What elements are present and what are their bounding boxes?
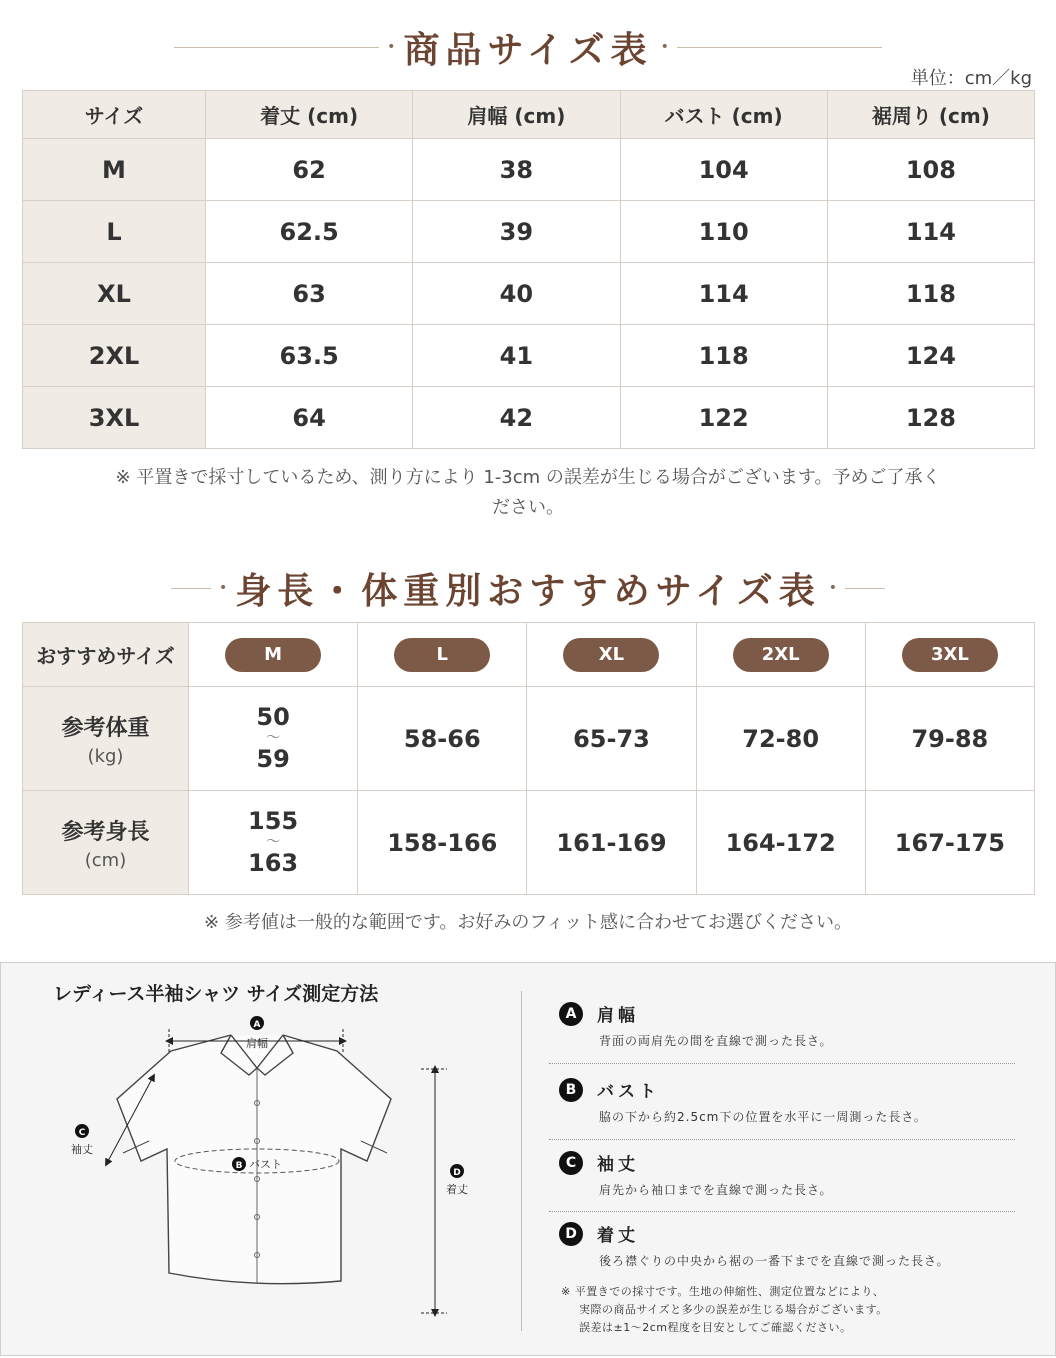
size-pill-cell [189,623,358,687]
size-pill-cell [358,623,527,687]
size-pill-cell [527,623,696,687]
recommend-header-label: おすすめサイズ [23,623,189,687]
measure-label: 着丈 [597,1226,639,1246]
table-cell: 104 [620,139,827,201]
table-cell: 62.5 [206,201,413,263]
note-line: ださい。 [492,497,564,518]
dotted-separator [549,1211,1015,1212]
recommend-table [22,622,1035,895]
column-header: 着丈 (cm) [206,91,413,139]
weight-cell: 72-80 [696,687,865,791]
size-chart-note [40,463,1016,523]
dotted-separator [549,1063,1015,1064]
measure-label: バスト [597,1082,660,1102]
column-header: 肩幅 (cm) [413,91,620,139]
diagram-label-shoulder: 肩幅 [246,1037,268,1050]
weight-cell: 58-66 [358,687,527,791]
size-cell: M [23,139,206,201]
height-cell: 164-172 [696,791,865,895]
diagram-label-sleeve: 袖丈 [71,1143,93,1156]
title-rule-left [171,588,211,589]
measure-item-bust [559,1077,1019,1125]
measurement-footnote [561,1283,888,1337]
size-pill-cell [696,623,865,687]
table-cell: 122 [620,387,827,449]
badge-a-icon: A [559,1002,583,1026]
badge-d-icon: D [559,1222,583,1246]
recommend-note: ※ 参考値は一般的な範囲です。お好みのフィット感に合わせてお選びください。 [204,912,852,933]
weight-cell: 79-88 [865,687,1034,791]
title-dot: • [660,39,669,55]
size-pill: XL [563,638,659,672]
diagram-label-length: 着丈 [446,1183,468,1196]
footnote-line: 誤差は±1～2cm程度を目安としてご確認ください。 [579,1321,852,1334]
weight-high: 59 [256,745,290,774]
footnote-line: ※ 平置きでの採寸です。生地の伸縮性、測定位置などにより、 [561,1285,885,1298]
height-cell [189,791,358,895]
vertical-divider [521,991,522,1331]
table-cell: 40 [413,263,620,325]
weight-low: 50 [256,703,290,732]
table-cell: 128 [827,387,1034,449]
table-cell: 108 [827,139,1034,201]
table-cell: 63 [206,263,413,325]
diagram-badge-c: C [78,1128,86,1138]
badge-b-icon: B [559,1078,583,1102]
measure-item-sleeve [559,1150,1019,1198]
table-cell: 114 [620,263,827,325]
size-pill-cell [865,623,1034,687]
measure-desc: 肩先から袖口までを直線で測った長さ。 [599,1183,833,1197]
weight-cell [189,687,358,791]
size-chart-table [22,90,1035,449]
shirt-diagram [51,1013,491,1333]
dotted-separator [549,1139,1015,1140]
recommend-title-bar [0,565,1056,611]
size-chart-title: 商品サイズ表 [403,28,653,71]
height-unit: (cm) [84,849,127,871]
table-cell: 114 [827,201,1034,263]
weight-unit: (kg) [87,745,124,767]
measure-label: 袖丈 [597,1155,639,1175]
column-header: バスト (cm) [620,91,827,139]
size-pill: 2XL [733,638,829,672]
height-cell: 161-169 [527,791,696,895]
size-pill: 3XL [902,638,998,672]
table-cell: 38 [413,139,620,201]
footnote-line: 実際の商品サイズと多少の誤差が生じる場合がございます。 [579,1303,888,1316]
height-cell: 158-166 [358,791,527,895]
measure-item-shoulder [559,1001,1019,1049]
weight-row-header [23,687,189,791]
table-cell: 118 [620,325,827,387]
table-cell: 110 [620,201,827,263]
measure-label: 肩幅 [597,1006,639,1026]
diagram-label-bust: バスト [249,1158,282,1171]
title-dot: • [828,580,837,596]
table-cell: 41 [413,325,620,387]
table-header-row [23,91,1035,139]
measurement-title: レディース半袖シャツ サイズ測定方法 [53,983,379,1005]
recommend-header-row [23,623,1035,687]
height-label: 参考身長 [61,819,150,845]
table-cell: 62 [206,139,413,201]
table-cell: 64 [206,387,413,449]
weight-label: 参考体重 [61,715,150,741]
measurement-guide [0,962,1056,1356]
size-cell: 2XL [23,325,206,387]
note-line: ※ 平置きで採寸しているため、測り方により 1-3cm の誤差が生じる場合がございます。予めご了承く [115,467,941,488]
title-rule-right [677,47,882,48]
tilde: ～ [266,833,281,850]
table-row [23,387,1035,449]
column-header: 裾周り (cm) [827,91,1034,139]
column-header: サイズ [23,91,206,139]
badge-c-icon: C [559,1151,583,1175]
title-rule-left [174,47,379,48]
weight-cell: 65-73 [527,687,696,791]
tilde: ～ [266,729,281,746]
diagram-badge-b: B [235,1161,243,1171]
diagram-badge-d: D [453,1168,461,1178]
height-cell: 167-175 [865,791,1034,895]
size-cell: 3XL [23,387,206,449]
measure-desc: 背面の両肩先の間を直線で測った長さ。 [599,1034,833,1048]
size-chart-title-bar [0,24,1056,70]
table-cell: 124 [827,325,1034,387]
table-cell: 63.5 [206,325,413,387]
size-cell: L [23,201,206,263]
measure-desc: 脇の下から約2.5cm下の位置を水平に一周測った長さ。 [599,1110,927,1124]
unit-label: 単位：cm／kg [910,68,1032,89]
table-cell: 42 [413,387,620,449]
table-row [23,139,1035,201]
diagram-badge-a: A [253,1020,261,1030]
size-cell: XL [23,263,206,325]
height-low: 155 [248,807,299,836]
recommend-title: 身長・体重別おすすめサイズ表 [235,569,821,612]
weight-row [23,687,1035,791]
table-row [23,201,1035,263]
title-rule-right [845,588,885,589]
height-row [23,791,1035,895]
title-dot: • [218,580,228,596]
title-dot: • [387,39,396,55]
table-row [23,325,1035,387]
height-row-header [23,791,189,895]
table-cell: 39 [413,201,620,263]
size-pill: L [394,638,490,672]
height-high: 163 [248,849,299,878]
table-row [23,263,1035,325]
measure-desc: 後ろ襟ぐりの中央から裾の一番下までを直線で測った長さ。 [599,1254,950,1268]
size-pill: M [225,638,321,672]
table-cell: 118 [827,263,1034,325]
measure-item-length [559,1221,1019,1269]
